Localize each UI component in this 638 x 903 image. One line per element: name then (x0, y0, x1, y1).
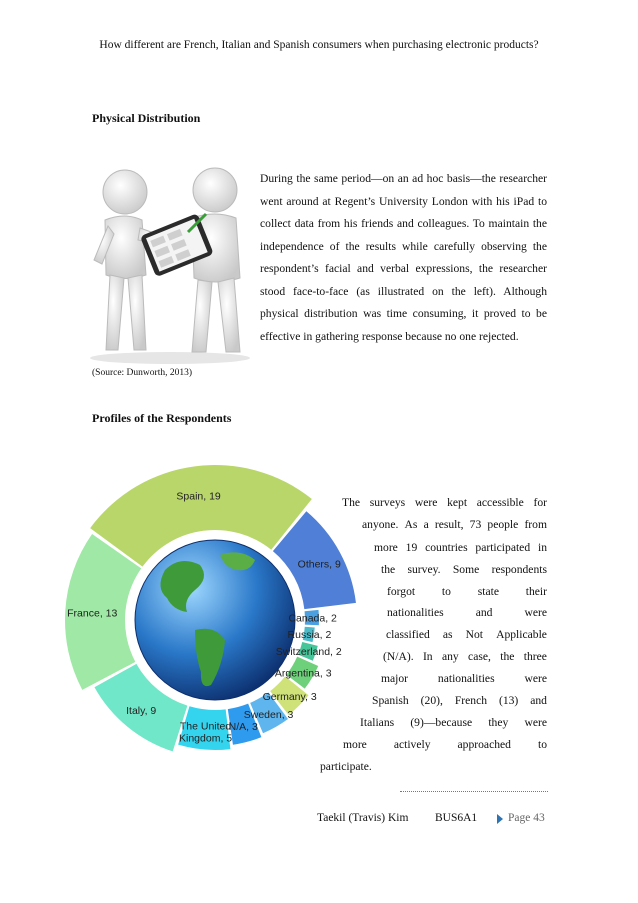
text-line: Italians (9)—because they were (360, 716, 547, 729)
page-number: Page 43 (508, 812, 545, 824)
text-line: The surveys were kept accessible for (342, 496, 547, 509)
footer-divider (400, 791, 548, 792)
text-line: more actively approached to (343, 738, 547, 751)
text-line: forgot to state their (387, 585, 547, 598)
text-line: (N/A). In any case, the three (383, 650, 547, 663)
footer-author: Taekil (Travis) Kim (317, 812, 409, 824)
slice-label: Sweden, 3 (243, 708, 294, 721)
page-header: How different are French, Italian and Spanish consumers when purchasing electronic products? (99, 39, 539, 51)
text-line: Spanish (20), French (13) and (372, 694, 547, 707)
slice-label: Russia, 2 (287, 629, 332, 642)
slice-label: Spain, 19 (176, 490, 221, 503)
slice-label: Others, 9 (297, 558, 341, 571)
text-line: participate. (320, 760, 372, 773)
slice-label: Canada, 2 (288, 612, 337, 625)
image-source-caption: (Source: Dunworth, 2013) (92, 368, 192, 378)
slice-label: France, 13 (67, 607, 118, 620)
slice-label: Kingdom, 5 (179, 732, 233, 745)
text-line: nationalities and were (387, 606, 547, 619)
text-line: the survey. Some respondents (381, 563, 547, 576)
slice-label: Argentina, 3 (274, 667, 332, 680)
caret-right-icon (497, 814, 503, 824)
text-line: classified as Not Applicable (386, 628, 547, 641)
respondents-donut-chart (55, 460, 375, 780)
slice-label: Italy, 9 (126, 705, 157, 718)
slice-label: Switzerland, 2 (275, 646, 342, 659)
slice-label: Germany, 3 (262, 690, 317, 703)
slice-label: The United (179, 720, 232, 733)
section-heading-physical-distribution: Physical Distribution (92, 111, 201, 125)
section-heading-profiles: Profiles of the Respondents (92, 411, 232, 425)
slice-label: N/A, 3 (228, 721, 258, 734)
physical-distribution-paragraph: During the same period—on an ad hoc basis—the researcher went around at Regent’s University London with his iPad to collect data from his friends and colleagues. To maintain the independence of the results while carefully observing the respondent’s facial and verbal expressions, the researcher stood face-to-face (as illustrated on the left). Although physical distribution was time consuming, it proved to be effective in gathering response because no one rejected. (260, 172, 547, 343)
illustration-figures-with-tablet (80, 160, 255, 365)
text-line: major nationalities were (381, 672, 547, 685)
text-line: anyone. As a result, 73 people from (362, 518, 547, 531)
footer-course: BUS6A1 (435, 812, 478, 824)
text-line: more 19 countries participated in (374, 541, 547, 554)
globe-icon (135, 540, 295, 700)
